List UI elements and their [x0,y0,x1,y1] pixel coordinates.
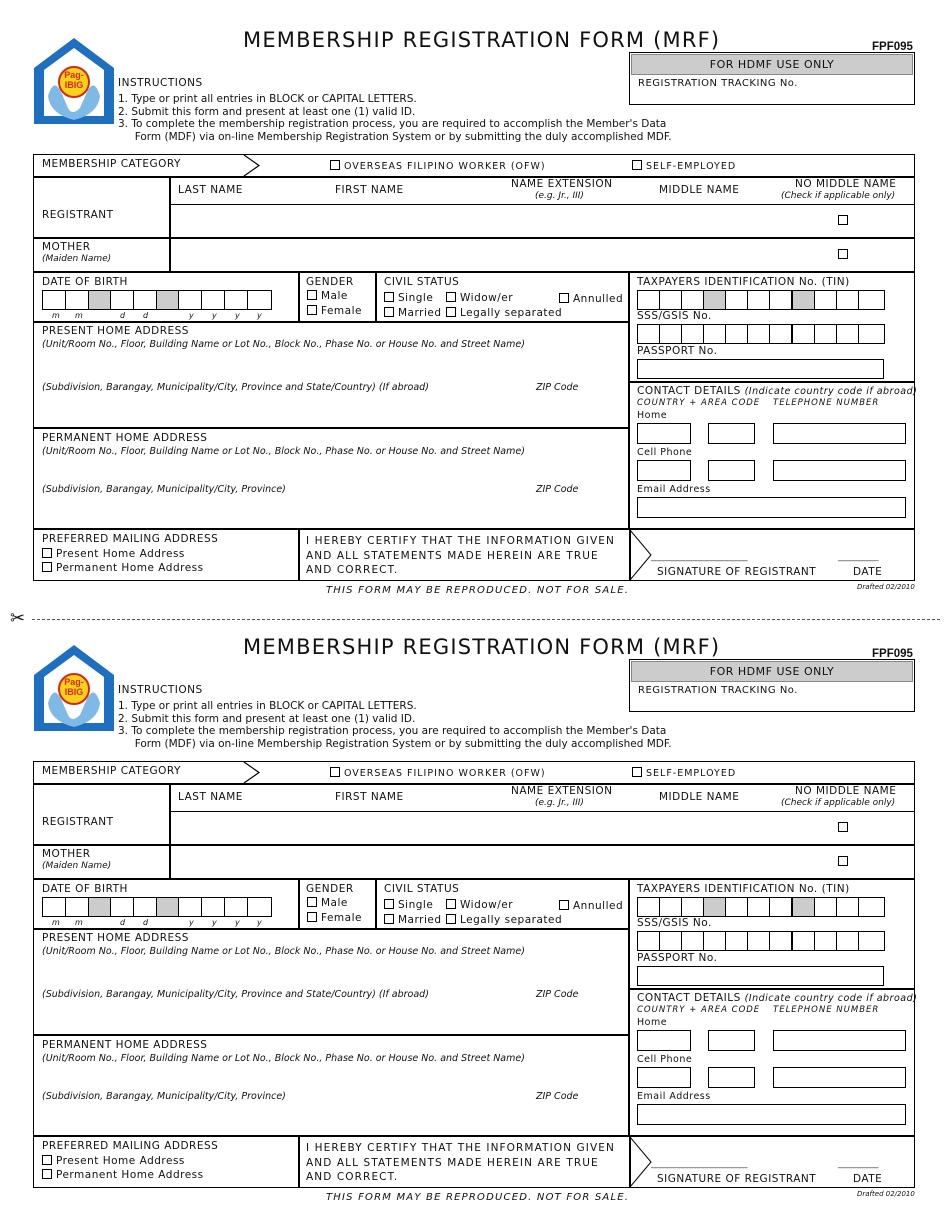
svg-text:IBIG: IBIG [64,687,84,697]
civil-status-label: CIVIL STATUS [384,276,460,288]
mailing-permanent-checkbox[interactable] [42,562,204,574]
email-label: Email Address [637,484,711,495]
email-field[interactable] [637,497,906,518]
checkbox-icon [632,767,642,777]
checkbox-icon [559,900,569,910]
mailing-present-label: Present Home Address [56,548,185,560]
single-checkbox[interactable] [384,292,433,304]
dob-label: DATE OF BIRTH [42,883,128,895]
checkbox-icon [384,307,394,317]
registrant-name-field[interactable] [170,812,830,843]
legally-separated-label: Legally separated [460,307,563,319]
dob-y: y [257,311,262,320]
scissors-icon: ✂ [10,608,26,629]
checkbox-icon [446,307,456,317]
female-label: Female [321,912,362,924]
present-address-line1-hint: (Unit/Room No., Floor, Building Name or Lot No., Block No., Phase No. or House No. and Street Name) [42,339,525,350]
legally-separated-checkbox[interactable] [446,307,562,319]
permanent-address-line2-hint: (Subdivision, Barangay, Municipality/City, Province) [42,484,286,495]
home-country-code-field[interactable] [637,1030,691,1051]
date-label: DATE [853,1173,883,1185]
checkbox-icon [307,305,317,315]
present-address-field[interactable] [36,959,626,1031]
home-area-code-field[interactable] [708,1030,755,1051]
telephone-number-label: TELEPHONE NUMBER [773,1005,880,1015]
certify-line: AND CORRECT. [306,1171,399,1183]
instruction-item: 1. Type or print all entries in BLOCK or CAPITAL LETTERS. [118,93,417,105]
ofw-checkbox[interactable] [330,160,546,172]
male-checkbox[interactable] [307,290,348,302]
dob-y: y [235,311,240,320]
civil-status-label: CIVIL STATUS [384,883,460,895]
instruction-item: 1. Type or print all entries in BLOCK or CAPITAL LETTERS. [118,700,417,712]
female-label: Female [321,305,362,317]
home-area-code-field[interactable] [708,423,755,444]
checkbox-icon [42,548,52,558]
permanent-zip-label: ZIP Code [536,484,579,495]
married-label: Married [398,307,442,319]
permanent-zip-label: ZIP Code [536,1091,579,1102]
permanent-address-field[interactable] [36,1066,626,1134]
contact-note: (Indicate country code if abroad) [744,386,918,397]
date-label: DATE [853,566,883,578]
annulled-checkbox[interactable] [559,900,623,912]
home-telephone-field[interactable] [773,423,906,444]
tracking-label: REGISTRATION TRACKING No. [638,685,798,696]
present-address-line1-hint: (Unit/Room No., Floor, Building Name or Lot No., Block No., Phase No. or House No. and Street Name) [42,946,525,957]
male-label: Male [321,290,348,302]
contact-details-label [637,992,917,1004]
present-address-field[interactable] [36,352,626,424]
no-middle-name-label: NO MIDDLE NAME [795,178,897,190]
membership-category-label: MEMBERSHIP CATEGORY [42,158,181,170]
self-employed-label: SELF-EMPLOYED [646,161,737,172]
name-extension-label: NAME EXTENSION [511,178,613,190]
mailing-present-label: Present Home Address [56,1155,185,1167]
contact-title: CONTACT DETAILS [637,992,741,1004]
telephone-number-label: TELEPHONE NUMBER [773,398,880,408]
self-employed-label: SELF-EMPLOYED [646,768,737,779]
tin-label: TAXPAYERS IDENTIFICATION No. (TIN) [637,276,850,288]
ofw-label: OVERSEAS FILIPINO WORKER (OFW) [344,161,546,172]
mailing-permanent-label: Permanent Home Address [56,562,204,574]
mailing-address-label: PREFERRED MAILING ADDRESS [42,1140,219,1152]
checkbox-icon [330,160,340,170]
certify-line: AND ALL STATEMENTS MADE HEREIN ARE TRUE [306,549,599,562]
membership-category-label: MEMBERSHIP CATEGORY [42,765,181,777]
hdmf-use-only-box [629,659,915,712]
female-checkbox[interactable] [307,305,362,317]
gender-label: GENDER [306,883,354,895]
middle-name-label: MIDDLE NAME [659,791,740,803]
checkbox-icon [446,914,456,924]
mailing-present-checkbox[interactable] [42,1155,185,1167]
passport-field[interactable] [637,359,884,379]
present-address-line2-hint: (Subdivision, Barangay, Municipality/City, Province and State/Country) (If abroad) [42,989,429,1000]
checkbox-icon [559,293,569,303]
no-middle-name-note: (Check if applicable only) [781,798,896,808]
contact-title: CONTACT DETAILS [637,385,741,397]
dob-m: m [52,311,60,320]
form-code: FPF095 [872,41,913,53]
svg-text:Pag-: Pag- [64,677,84,687]
checkbox-icon [384,914,394,924]
single-label: Single [398,899,434,911]
dob-field[interactable] [42,897,272,917]
male-checkbox[interactable] [307,897,348,909]
permanent-address-line2-hint: (Subdivision, Barangay, Municipality/City, Province) [42,1091,286,1102]
no-middle-name-label: NO MIDDLE NAME [795,785,897,797]
registrant-label: REGISTRANT [42,209,114,221]
cell-phone-field[interactable] [773,460,906,481]
home-phone-label: Home [637,410,668,421]
dob-d: d [143,918,149,927]
married-label: Married [398,914,442,926]
email-field[interactable] [637,1104,906,1125]
certify-line: AND CORRECT. [306,564,399,576]
instruction-item: Form (MDF) via on-line Membership Registration System or by submitting the duly accomplished MDF. [118,130,672,143]
signature-label: SIGNATURE OF REGISTRANT [657,566,817,578]
annulled-label: Annulled [573,900,624,912]
widower-label: Widow/er [460,899,514,911]
drafted-date: Drafted 02/2010 [857,1190,915,1198]
hdmf-header: FOR HDMF USE ONLY [631,661,913,682]
present-address-label: PRESENT HOME ADDRESS [42,932,189,944]
annulled-label: Annulled [573,293,624,305]
form-title: MEMBERSHIP REGISTRATION FORM (MRF) [243,635,721,659]
hdmf-use-only-box [629,52,915,105]
sss-field[interactable] [637,931,885,951]
mother-name-field[interactable] [170,846,830,878]
instructions-list [118,700,672,750]
permanent-address-label: PERMANENT HOME ADDRESS [42,1039,208,1051]
single-label: Single [398,292,434,304]
married-checkbox[interactable] [384,307,442,319]
checkbox-icon [307,290,317,300]
mother-no-middle-name-checkbox[interactable] [838,856,848,866]
mailing-permanent-checkbox[interactable] [42,1169,204,1181]
dob-y: y [235,918,240,927]
dob-field[interactable] [42,290,272,310]
chevron-right-icon [243,762,261,783]
first-name-label: FIRST NAME [335,791,404,803]
svg-text:Pag-: Pag- [64,70,84,80]
dob-d: d [120,311,126,320]
sss-label: SSS/GSIS No. [637,917,712,929]
maiden-name-label: (Maiden Name) [42,254,112,264]
mailing-present-checkbox[interactable] [42,548,185,560]
mother-name-field[interactable] [170,239,830,271]
present-zip-label: ZIP Code [536,382,579,393]
country-area-code-label: COUNTRY + AREA CODE [637,398,761,408]
maiden-name-label: (Maiden Name) [42,861,112,871]
cell-phone-label: Cell Phone [637,447,693,458]
tracking-label: REGISTRATION TRACKING No. [638,78,798,89]
instruction-item: 3. To complete the membership registration process, you are required to accomplish the Member's Data [118,118,667,131]
single-checkbox[interactable] [384,899,433,911]
instruction-item: 3. To complete the membership registration process, you are required to accomplish the Member's Data [118,725,667,738]
instructions-title: INSTRUCTIONS [118,77,203,89]
present-zip-label: ZIP Code [536,989,579,1000]
contact-details-label [637,385,917,397]
registrant-name-field[interactable] [170,205,830,236]
ofw-label: OVERSEAS FILIPINO WORKER (OFW) [344,768,546,779]
signature-line: ________________________ [651,552,747,562]
dob-y: y [212,311,217,320]
permanent-address-line1-hint: (Unit/Room No., Floor, Building Name or Lot No., Block No., Phase No. or House No. and Street Name) [42,1053,525,1064]
dob-m: m [52,918,60,927]
instruction-item: 2. Submit this form and present at least one (1) valid ID. [118,712,416,725]
mother-no-middle-name-checkbox[interactable] [838,249,848,259]
date-line: __________ [838,1159,878,1169]
instructions-title: INSTRUCTIONS [118,684,203,696]
permanent-address-line1-hint: (Unit/Room No., Floor, Building Name or Lot No., Block No., Phase No. or House No. and Street Name) [42,446,525,457]
married-checkbox[interactable] [384,914,442,926]
signature-label: SIGNATURE OF REGISTRANT [657,1173,817,1185]
registrant-label: REGISTRANT [42,816,114,828]
checkbox-icon [384,292,394,302]
cell-area-code-field[interactable] [708,460,755,481]
tin-field[interactable] [637,897,885,917]
dob-y: y [257,918,262,927]
checkbox-icon [42,1155,52,1165]
widower-label: Widow/er [460,292,514,304]
present-address-label: PRESENT HOME ADDRESS [42,325,189,337]
home-phone-label: Home [637,1017,668,1028]
certification-text [306,534,615,578]
checkbox-icon [384,899,394,909]
checkbox-icon [307,912,317,922]
checkbox-icon [42,562,52,572]
present-address-line2-hint: (Subdivision, Barangay, Municipality/City, Province and State/Country) (If abroad) [42,382,429,393]
self-employed-checkbox[interactable] [632,767,736,779]
last-name-label: LAST NAME [178,791,243,803]
first-name-label: FIRST NAME [335,184,404,196]
home-telephone-field[interactable] [773,1030,906,1051]
self-employed-checkbox[interactable] [632,160,736,172]
middle-name-label: MIDDLE NAME [659,184,740,196]
dob-y: y [189,918,194,927]
certify-line: AND ALL STATEMENTS MADE HEREIN ARE TRUE [306,1156,599,1169]
svg-text:IBIG: IBIG [64,80,84,90]
cell-phone-label: Cell Phone [637,1054,693,1065]
pag-ibig-logo [32,643,116,735]
dob-y: y [189,311,194,320]
certify-line: I HEREBY CERTIFY THAT THE INFORMATION GIVEN [306,535,615,547]
name-extension-example: (e.g. Jr., III) [535,798,584,808]
passport-label: PASSPORT No. [637,345,718,357]
cell-phone-field[interactable] [773,1067,906,1088]
tin-field[interactable] [637,290,885,310]
dob-m: m [75,918,83,927]
certification-text [306,1141,615,1185]
reproduce-note: THIS FORM MAY BE REPRODUCED. NOT FOR SALE. [326,585,630,596]
reproduce-note: THIS FORM MAY BE REPRODUCED. NOT FOR SALE. [326,1192,630,1203]
form-code: FPF095 [872,648,913,660]
dob-m: m [75,311,83,320]
mother-label: MOTHER [42,241,91,253]
mailing-address-label: PREFERRED MAILING ADDRESS [42,533,219,545]
permanent-address-field[interactable] [36,459,626,527]
dob-label: DATE OF BIRTH [42,276,128,288]
checkbox-icon [446,899,456,909]
legally-separated-checkbox[interactable] [446,914,562,926]
name-extension-label: NAME EXTENSION [511,785,613,797]
cell-country-code-field[interactable] [637,1067,691,1088]
hdmf-header: FOR HDMF USE ONLY [631,54,913,75]
form-copy-2 [0,607,950,1207]
home-country-code-field[interactable] [637,423,691,444]
form-copy-1 [0,0,950,600]
passport-label: PASSPORT No. [637,952,718,964]
checkbox-icon [42,1169,52,1179]
drafted-date: Drafted 02/2010 [857,583,915,591]
legally-separated-label: Legally separated [460,914,563,926]
widower-checkbox[interactable] [446,899,513,911]
registrant-no-middle-name-checkbox[interactable] [838,215,848,225]
dob-d: d [143,311,149,320]
signature-line: ________________________ [651,1159,747,1169]
checkbox-icon [307,897,317,907]
dob-d: d [120,918,126,927]
chevron-right-icon [243,155,261,176]
contact-note: (Indicate country code if abroad) [744,993,918,1004]
widower-checkbox[interactable] [446,292,513,304]
mother-label: MOTHER [42,848,91,860]
cell-area-code-field[interactable] [708,1067,755,1088]
passport-field[interactable] [637,966,884,986]
cell-country-code-field[interactable] [637,460,691,481]
last-name-label: LAST NAME [178,184,243,196]
no-middle-name-note: (Check if applicable only) [781,191,896,201]
date-line: __________ [838,552,878,562]
gender-label: GENDER [306,276,354,288]
country-area-code-label: COUNTRY + AREA CODE [637,1005,761,1015]
email-label: Email Address [637,1091,711,1102]
certify-line: I HEREBY CERTIFY THAT THE INFORMATION GIVEN [306,1142,615,1154]
checkbox-icon [632,160,642,170]
instruction-item: 2. Submit this form and present at least one (1) valid ID. [118,105,416,118]
instructions-list [118,93,672,143]
sss-field[interactable] [637,324,885,344]
pag-ibig-logo [32,36,116,128]
male-label: Male [321,897,348,909]
permanent-address-label: PERMANENT HOME ADDRESS [42,432,208,444]
name-extension-example: (e.g. Jr., III) [535,191,584,201]
instruction-item: Form (MDF) via on-line Membership Registration System or by submitting the duly accomplished MDF. [118,737,672,750]
ofw-checkbox[interactable] [330,767,546,779]
mailing-permanent-label: Permanent Home Address [56,1169,204,1181]
tin-label: TAXPAYERS IDENTIFICATION No. (TIN) [637,883,850,895]
sss-label: SSS/GSIS No. [637,310,712,322]
registrant-no-middle-name-checkbox[interactable] [838,822,848,832]
annulled-checkbox[interactable] [559,293,623,305]
dob-y: y [212,918,217,927]
female-checkbox[interactable] [307,912,362,924]
checkbox-icon [446,292,456,302]
checkbox-icon [330,767,340,777]
form-title: MEMBERSHIP REGISTRATION FORM (MRF) [243,28,721,52]
